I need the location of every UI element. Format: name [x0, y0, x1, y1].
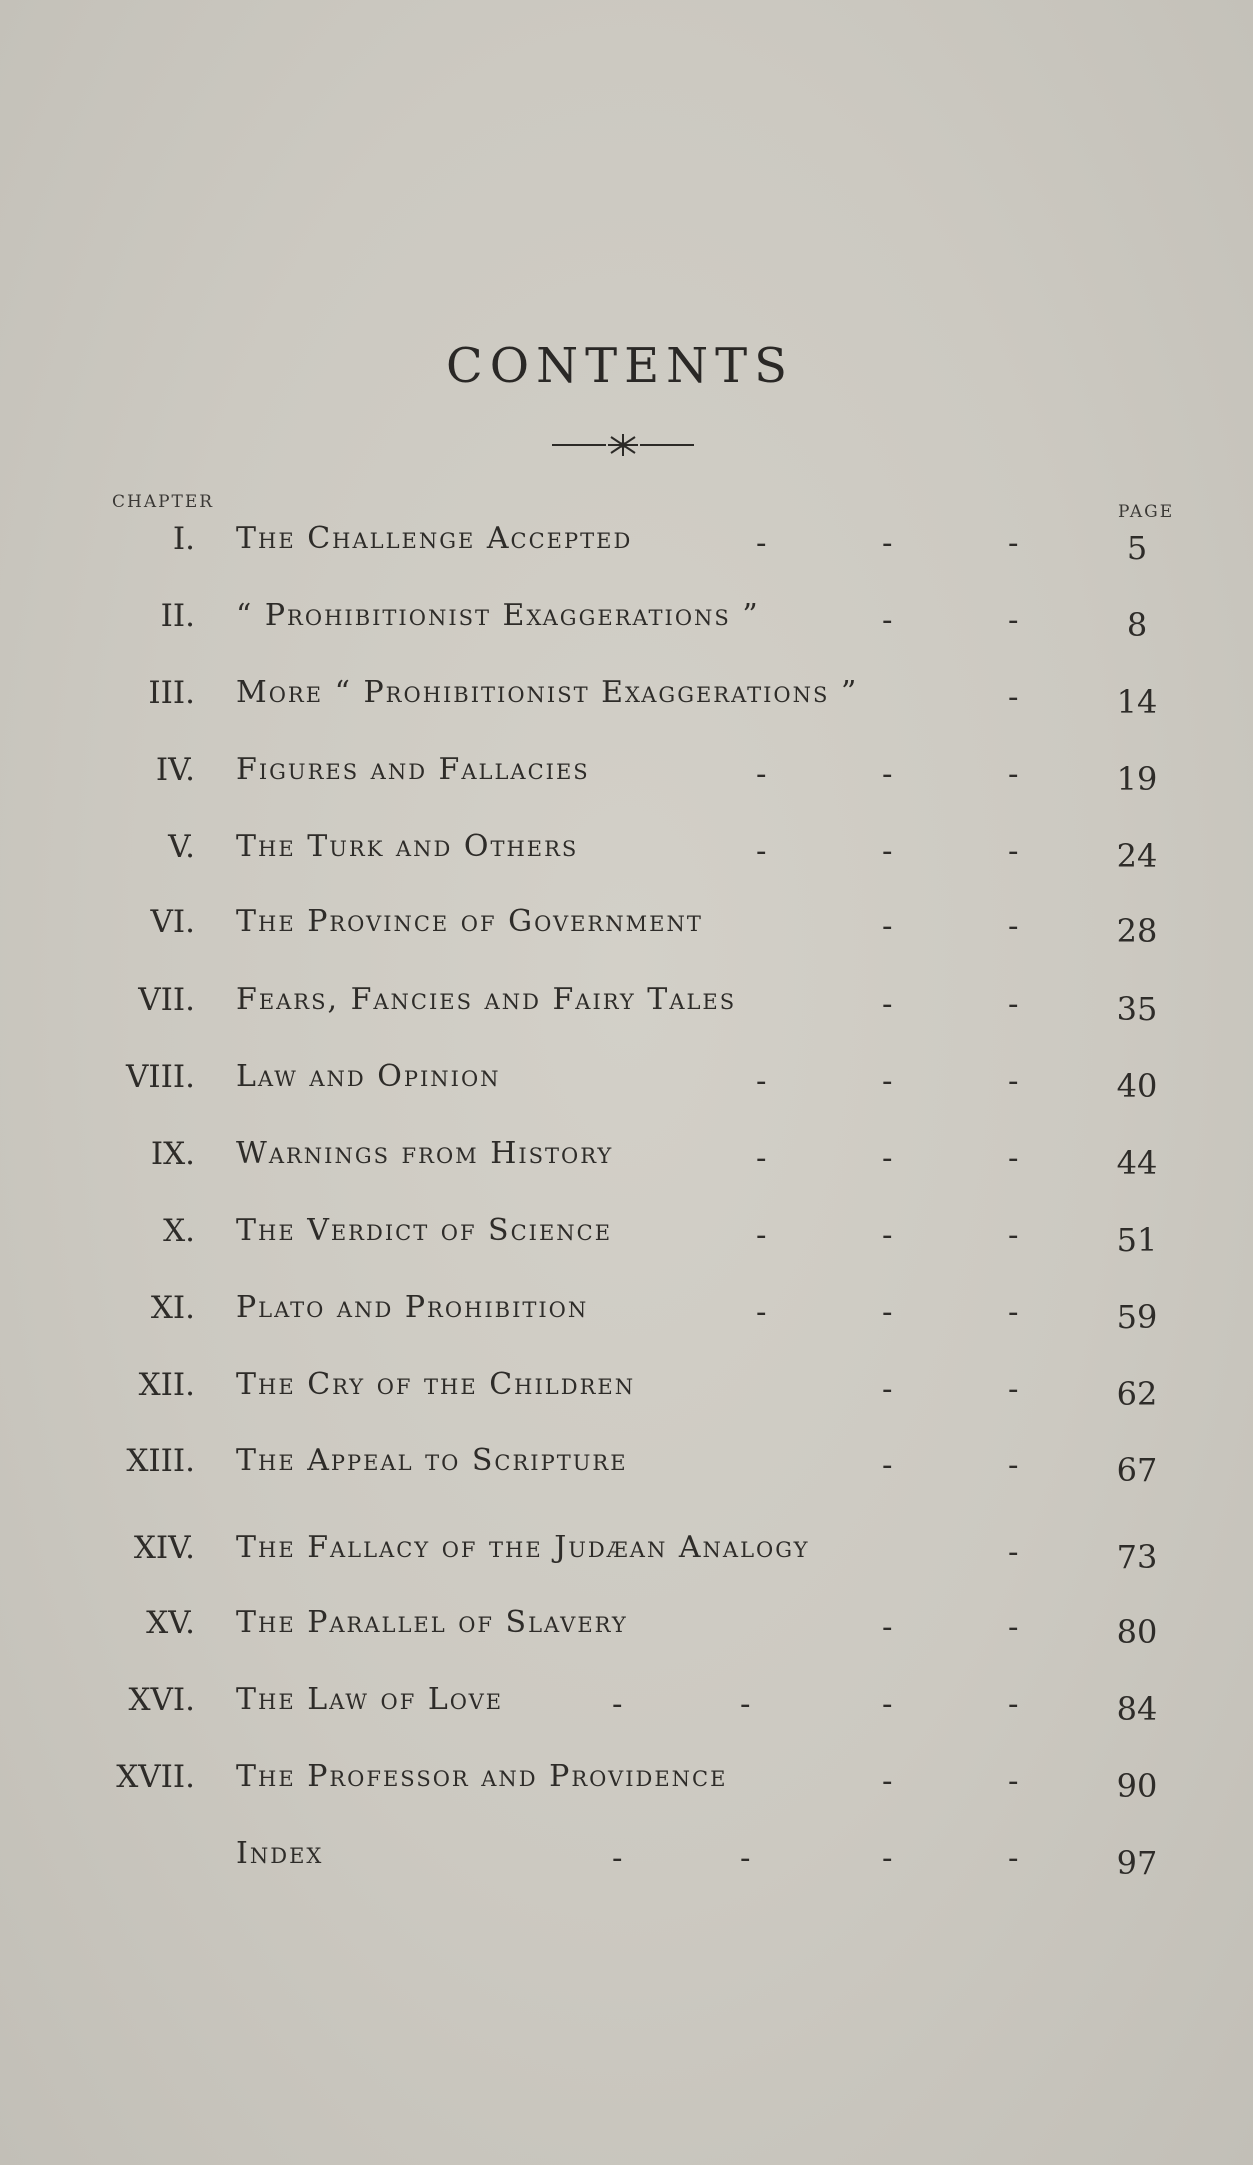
leader-dash: -: [882, 1609, 893, 1645]
leader-dash: -: [756, 833, 767, 869]
chapter-title: “ Prohibitionist Exaggerations ”: [236, 598, 760, 633]
toc-row: [0, 598, 1253, 658]
chapter-number: X.: [163, 1213, 195, 1249]
chapter-number: VIII.: [126, 1059, 195, 1095]
page-number: 90: [1116, 1767, 1158, 1805]
page-number: 80: [1116, 1613, 1158, 1651]
page-number: 59: [1116, 1298, 1158, 1336]
page-number: 8: [1126, 606, 1148, 644]
toc-row: [0, 1759, 1253, 1819]
toc-row: [0, 1605, 1253, 1665]
leader-dash: -: [882, 756, 893, 792]
page-number: 5: [1126, 529, 1148, 567]
chapter-number: IV.: [155, 752, 195, 788]
chapter-title: Fears, Fancies and Fairy Tales: [236, 982, 737, 1017]
page-number: 28: [1116, 912, 1158, 950]
page-number: 35: [1116, 990, 1158, 1028]
leader-dash: -: [756, 1063, 767, 1099]
leader-dash: -: [882, 1447, 893, 1483]
leader-dash: -: [1008, 1063, 1019, 1099]
leader-dash: -: [1008, 986, 1019, 1022]
chapter-title: The Appeal to Scripture: [236, 1443, 628, 1478]
leader-dash: -: [1008, 1840, 1019, 1876]
leader-dash: -: [756, 1140, 767, 1176]
page-number: 44: [1116, 1144, 1158, 1182]
chapter-title: The Professor and Providence: [236, 1759, 728, 1794]
chapter-title: The Parallel of Slavery: [236, 1605, 628, 1640]
chapter-title: The Cry of the Children: [236, 1367, 636, 1402]
leader-dash: -: [882, 525, 893, 561]
leader-dash: -: [1008, 1371, 1019, 1407]
leader-dash: -: [1008, 756, 1019, 792]
leader-dash: -: [1008, 602, 1019, 638]
leader-dash: -: [1008, 908, 1019, 944]
leader-dash: -: [1008, 1447, 1019, 1483]
leader-dash: -: [882, 1063, 893, 1099]
page-column-label: PAGE: [1118, 502, 1175, 522]
toc-row: [0, 1059, 1253, 1119]
toc-row: [0, 829, 1253, 889]
leader-dash: -: [1008, 1534, 1019, 1570]
chapter-number: II.: [160, 598, 195, 634]
ornament-divider: [550, 425, 696, 465]
leader-dash: -: [882, 1140, 893, 1176]
page-number: 51: [1116, 1221, 1158, 1259]
chapter-number: III.: [148, 675, 195, 711]
toc-row: [0, 904, 1253, 964]
chapter-number: XI.: [150, 1290, 195, 1326]
chapter-number: XIII.: [126, 1443, 195, 1479]
leader-dash: -: [882, 1217, 893, 1253]
page-title: CONTENTS: [445, 338, 795, 394]
leader-dash: -: [1008, 679, 1019, 715]
leader-dash: -: [756, 1217, 767, 1253]
page-number: 40: [1116, 1067, 1158, 1105]
chapter-title: Plato and Prohibition: [236, 1290, 589, 1325]
chapter-number: IX.: [150, 1136, 195, 1172]
leader-dash: -: [756, 1294, 767, 1330]
chapter-title: The Verdict of Science: [236, 1213, 613, 1248]
toc-row: [0, 1530, 1253, 1590]
toc-row: [0, 1682, 1253, 1742]
leader-dash: -: [1008, 1609, 1019, 1645]
leader-dash: -: [882, 1371, 893, 1407]
chapter-number: I.: [172, 521, 195, 557]
toc-row: [0, 1443, 1253, 1503]
toc-row: [0, 521, 1253, 581]
leader-dash: -: [882, 833, 893, 869]
toc-row: [0, 1836, 1253, 1896]
chapter-number: XIV.: [133, 1530, 195, 1566]
page-number: 73: [1116, 1538, 1158, 1576]
page-number: 67: [1116, 1451, 1158, 1489]
chapter-column-label: CHAPTER: [112, 492, 215, 512]
index-title: Index: [236, 1836, 324, 1871]
chapter-title: Figures and Fallacies: [236, 752, 590, 787]
page-number: 62: [1116, 1375, 1158, 1413]
leader-dash: -: [882, 1840, 893, 1876]
chapter-title: The Province of Government: [236, 904, 703, 939]
toc-row: [0, 982, 1253, 1042]
page-number: 19: [1116, 760, 1158, 798]
toc-row: [0, 1136, 1253, 1196]
chapter-number: XVII.: [116, 1759, 195, 1795]
leader-dash: -: [882, 908, 893, 944]
toc-row: [0, 1213, 1253, 1273]
chapter-title: The Challenge Accepted: [236, 521, 633, 556]
leader-dash: -: [882, 1763, 893, 1799]
chapter-number: XII.: [138, 1367, 195, 1403]
chapter-number: V.: [168, 829, 195, 865]
leader-dash: -: [882, 602, 893, 638]
chapter-title: Warnings from History: [236, 1136, 614, 1171]
leader-dash: -: [612, 1840, 623, 1876]
leader-dash: -: [1008, 1140, 1019, 1176]
leader-dash: -: [1008, 833, 1019, 869]
leader-dash: -: [1008, 525, 1019, 561]
leader-dash: -: [756, 525, 767, 561]
chapter-title: The Law of Love: [236, 1682, 504, 1717]
chapter-title: The Turk and Others: [236, 829, 579, 864]
toc-row: [0, 1367, 1253, 1427]
page-number: 14: [1116, 683, 1158, 721]
leader-dash: -: [882, 1686, 893, 1722]
chapter-title: Law and Opinion: [236, 1059, 501, 1094]
page-number: 84: [1116, 1690, 1158, 1728]
chapter-number: VI.: [150, 904, 195, 940]
toc-row: [0, 752, 1253, 812]
leader-dash: -: [740, 1686, 751, 1722]
toc-row: [0, 1290, 1253, 1350]
leader-dash: -: [1008, 1217, 1019, 1253]
leader-dash: -: [740, 1840, 751, 1876]
chapter-title: The Fallacy of the Judæan Analogy: [236, 1530, 810, 1565]
toc-row: [0, 675, 1253, 735]
chapter-title: More “ Prohibitionist Exaggerations ”: [236, 675, 859, 710]
leader-dash: -: [756, 756, 767, 792]
leader-dash: -: [1008, 1763, 1019, 1799]
leader-dash: -: [882, 1294, 893, 1330]
leader-dash: -: [612, 1686, 623, 1722]
page-number: 97: [1116, 1844, 1158, 1882]
leader-dash: -: [1008, 1294, 1019, 1330]
chapter-number: XV.: [146, 1605, 195, 1641]
leader-dash: -: [882, 986, 893, 1022]
page-number: 24: [1116, 837, 1158, 875]
leader-dash: -: [1008, 1686, 1019, 1722]
chapter-number: VII.: [138, 982, 195, 1018]
chapter-number: XVI.: [128, 1682, 195, 1718]
